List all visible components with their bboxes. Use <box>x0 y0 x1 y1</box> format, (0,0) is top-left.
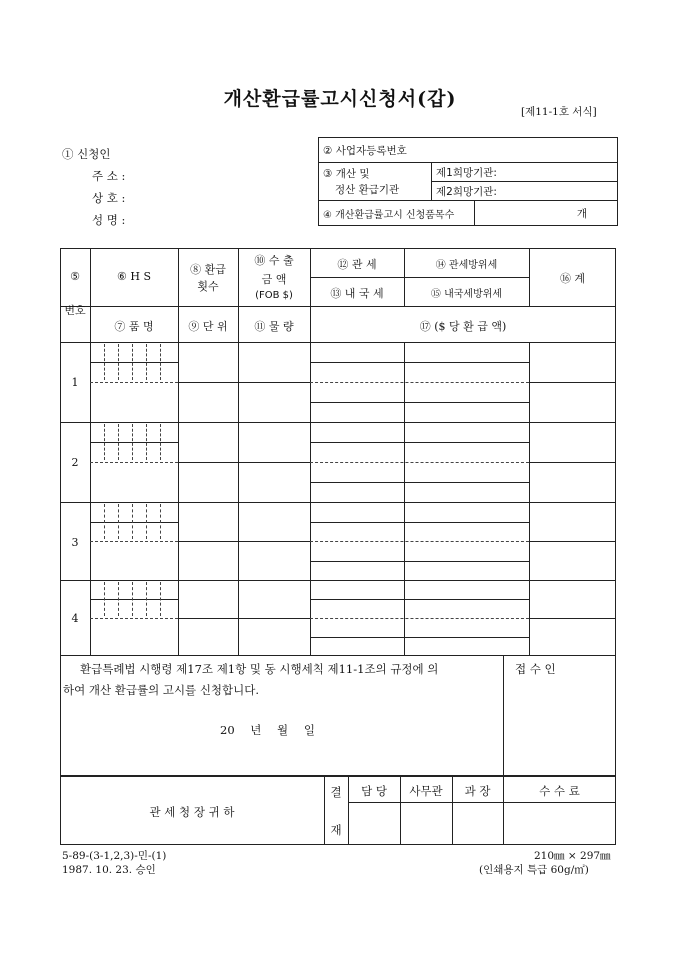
refund-count-header-2: 횟수 <box>197 280 219 293</box>
pref2-label: 제2희망기관: <box>436 185 497 198</box>
export-header-3: (FOB $) <box>255 290 293 301</box>
row-guide-line <box>160 424 161 460</box>
clerk-label: 사무관 <box>409 784 443 798</box>
row-guide-line <box>118 424 119 460</box>
row-guide-line <box>104 582 105 616</box>
declaration-date[interactable]: 20 년 월 일 <box>220 723 315 737</box>
row-guide-line <box>310 402 529 403</box>
row-guide-line <box>310 462 529 463</box>
row-guide-line <box>118 582 119 616</box>
chief-label: 과 장 <box>464 784 491 798</box>
row-guide-line <box>118 504 119 539</box>
row-guide-line <box>310 482 529 483</box>
row-number: 4 <box>71 612 79 625</box>
receiver-label: 접 수 인 <box>515 662 556 676</box>
row-guide-line <box>310 522 529 523</box>
row-guide-line <box>146 582 147 616</box>
row-guide-line <box>310 541 529 542</box>
row-guide-line <box>529 382 616 383</box>
applicant-label: ① 신청인 <box>62 147 111 161</box>
row-guide-line <box>178 541 310 542</box>
fee-label: 수 수 료 <box>539 784 580 798</box>
unit-header: ⑨ 단 위 <box>188 320 228 333</box>
row-guide-line <box>90 462 178 463</box>
staff-label: 담 당 <box>361 784 387 798</box>
row-guide-line <box>310 599 529 600</box>
row-guide-line <box>146 504 147 539</box>
refund-org-line1: ③ 개산 및 <box>323 167 370 180</box>
row-guide-line <box>146 344 147 380</box>
refund-org-line2: 정산 환급기관 <box>335 183 400 196</box>
addressee: 관 세 청 장 귀 하 <box>149 805 235 819</box>
pref2-cell[interactable] <box>432 182 618 201</box>
refund-count-header-1: ⑧ 환급 <box>190 263 226 276</box>
refund-org-cell <box>319 163 432 201</box>
info-box <box>318 137 618 226</box>
reg-no-label: ② 사업자등록번호 <box>323 144 407 157</box>
row-guide-line <box>132 344 133 380</box>
row-guide-line <box>132 582 133 616</box>
number-header: 번호 <box>64 304 86 317</box>
chief-sign-box[interactable] <box>453 803 503 844</box>
row-guide-line <box>160 344 161 380</box>
row-guide-line <box>90 618 178 619</box>
company-label: 상 호 : <box>92 191 126 205</box>
row-guide-line <box>310 362 529 363</box>
page-title: 개산환급률고시신청서(갑) <box>223 88 457 110</box>
total-header: ⑯ 계 <box>559 272 586 285</box>
row-guide-line <box>310 637 529 638</box>
row-guide-line <box>310 561 529 562</box>
paper-spec: (인쇄용지 특급 60g/㎡) <box>479 864 589 876</box>
export-header-1: ⑩ 수 출 <box>254 254 294 267</box>
row-guide-line <box>310 442 529 443</box>
address-label: 주 소 : <box>92 169 126 183</box>
export-header-2: 금 액 <box>261 273 287 286</box>
domestic-header: ⑬ 내 국 세 <box>330 287 384 300</box>
row-guide-line <box>104 424 105 460</box>
clerk-sign-box[interactable] <box>401 803 452 844</box>
row-guide-line <box>118 344 119 380</box>
pref1-cell[interactable] <box>432 163 618 182</box>
qty-header: ⑪ 물 량 <box>254 320 294 333</box>
pref1-label: 제1희망기관: <box>436 166 497 179</box>
row-guide-line <box>104 504 105 539</box>
row-guide-line <box>146 424 147 460</box>
form-number: [제11-1호 서식] <box>521 106 597 118</box>
form-code: 5-89-(3-1,2,3)-민-(1) <box>62 850 167 862</box>
declaration-line1: 환급특례법 시행령 제17조 제1항 및 동 시행세칙 제11-1조의 규정에 의 <box>80 662 439 676</box>
row-number: 2 <box>71 456 79 469</box>
item-count-cell <box>319 201 475 226</box>
hs-header: ⑥ H S <box>117 270 151 283</box>
declaration-line2: 하여 개산 환급률의 고시를 신청합니다. <box>63 683 260 697</box>
row-guide-line <box>178 382 310 383</box>
item-count-unit: 개 <box>576 207 587 220</box>
row-guide-line <box>90 541 178 542</box>
reg-no-cell[interactable] <box>319 138 618 163</box>
row-guide-line <box>132 424 133 460</box>
row-guide-line <box>310 618 529 619</box>
row-guide-line <box>90 382 178 383</box>
row-number: 3 <box>71 536 79 549</box>
approval-date: 1987. 10. 23. 승인 <box>62 864 156 876</box>
row-guide-line <box>160 582 161 616</box>
row-guide-line <box>178 462 310 463</box>
row-guide-line <box>160 504 161 539</box>
customs-subst-header: ⑭ 관세방위세 <box>435 260 498 271</box>
row-guide-line <box>104 344 105 380</box>
jae-label: 재 <box>330 823 342 837</box>
row-guide-line <box>310 382 529 383</box>
row-guide-line <box>529 541 616 542</box>
row-guide-line <box>529 618 616 619</box>
refund-per-dollar-header: ⑰ ($ 당 환 급 액) <box>419 320 507 333</box>
row-guide-line <box>132 504 133 539</box>
row-guide-line <box>178 618 310 619</box>
domestic-subst-header: ⑮ 내국세방위세 <box>430 289 503 300</box>
row-number: 1 <box>71 376 79 389</box>
item-count-value[interactable] <box>475 201 618 226</box>
product-header: ⑦ 품 명 <box>114 320 154 333</box>
paper-size: 210㎜ × 297㎜ <box>534 850 611 862</box>
name-label: 성 명 : <box>92 213 126 227</box>
row-guide-line <box>529 462 616 463</box>
staff-sign-box[interactable] <box>349 803 400 844</box>
gyeol-label: 결 <box>330 785 342 799</box>
number-circle: ⑤ <box>70 270 80 283</box>
customs-header: ⑫ 관 세 <box>337 258 377 271</box>
item-count-label: ④ 개산환급률고시 신청품목수 <box>323 209 455 221</box>
